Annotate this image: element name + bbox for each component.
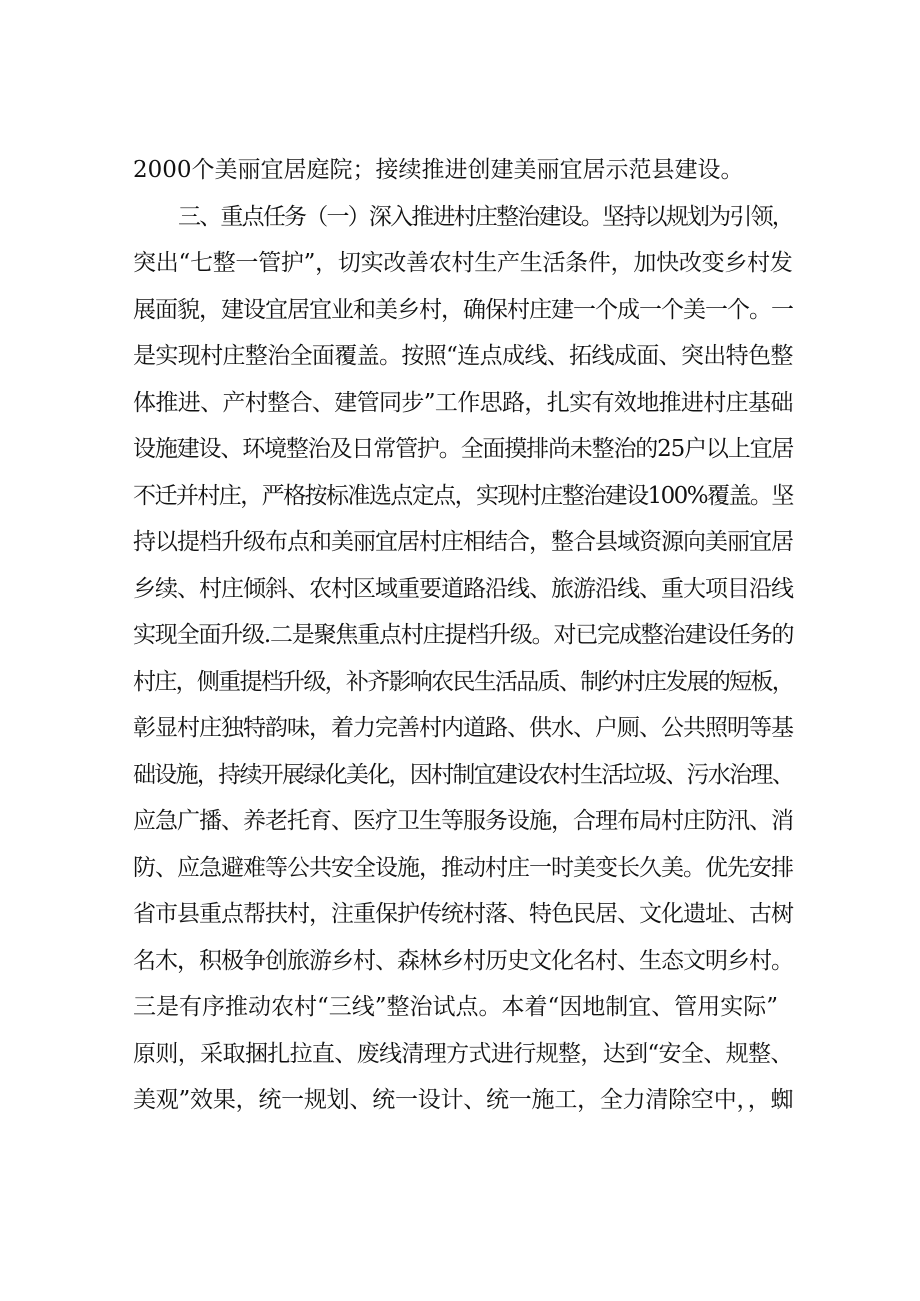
text-line: 村庄，侧重提档升级，补齐影响农民生活品质、制约村庄发展的短板， bbox=[133, 669, 794, 695]
text-line: 乡续、村庄倾斜、农村区域重要道路沿线、旅游沿线、重大项目沿线 bbox=[133, 576, 793, 602]
text-line: 设施建设、环境整治及日常管护。全面摸排尚未整治的25户以上宜居 bbox=[133, 436, 794, 462]
text-line: 体推进、产村整合、建管同步”工作思路，扎实有效地推进村庄基础 bbox=[133, 390, 793, 416]
text-line: 彰显村庄独特韵味，着力完善村内道路、供水、户厕、公共照明等基 bbox=[133, 715, 793, 741]
text-line: 突出“七整一管护”，切实改善农村生产生活条件，加快改变乡村发 bbox=[133, 250, 793, 276]
text-line: 础设施，持续开展绿化美化，因村制宜建设农村生活垃圾、污水治理、 bbox=[133, 762, 794, 788]
text-line: 不迁并村庄，严格按标准选点定点，实现村庄整治建设100%覆盖。坚 bbox=[133, 483, 793, 509]
text-line: 展面貌，建设宜居宜业和美乡村，确保村庄建一个成一个美一个。一 bbox=[133, 297, 793, 323]
text-line: 应急广播、养老托育、医疗卫生等服务设施，合理布局村庄防汛、消 bbox=[133, 808, 793, 834]
text-line: 2000个美丽宜居庭院；接续推进创建美丽宜居示范县建设。 bbox=[133, 157, 744, 183]
text-line: 持以提档升级布点和美丽宜居村庄相结合，整合县域资源向美丽宜居 bbox=[133, 529, 793, 555]
text-line: 是实现村庄整治全面覆盖。按照“连点成线、拓线成面、突出特色整 bbox=[133, 343, 793, 369]
text-line: 原则，采取捆扎拉直、废线清理方式进行规整，达到“安全、规整、 bbox=[133, 1041, 793, 1067]
text-line: 省市县重点帮扶村，注重保护传统村落、特色民居、文化遗址、古树 bbox=[133, 901, 793, 927]
text-line: 防、应急避难等公共安全设施，推动村庄一时美变长久美。优先安排 bbox=[133, 855, 793, 881]
text-line: 美观”效果，统一规划、统一设计、统一施工，全力清除空中，，蜘 bbox=[133, 1087, 794, 1113]
text-line: 实现全面升级.二是聚焦重点村庄提档升级。对已完成整治建设任务的 bbox=[133, 622, 794, 648]
text-line: 三是有序推动农村“三线”整治试点。本着“因地制宜、管用实际” bbox=[133, 994, 779, 1020]
text-line: 名木，积极争创旅游乡村、森林乡村历史文化名村、生态文明乡村。 bbox=[133, 948, 793, 974]
text-line: 三、重点任务（一）深入推进村庄整治建设。坚持以规划为引领， bbox=[178, 204, 794, 230]
